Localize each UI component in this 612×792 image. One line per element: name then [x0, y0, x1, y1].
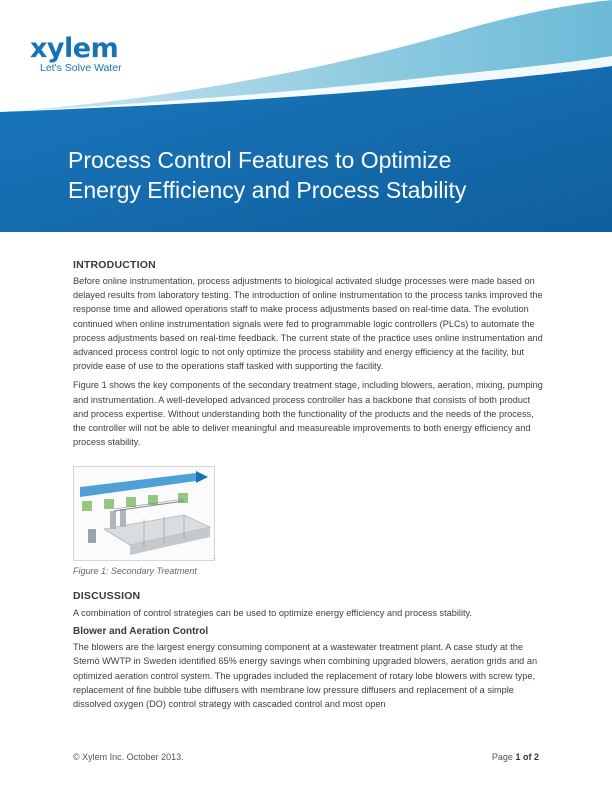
page-word: Page — [491, 752, 513, 762]
introduction-heading: INTRODUCTION — [73, 259, 156, 271]
treatment-diagram-image — [74, 467, 214, 560]
logo-tagline: Let's Solve Water — [40, 62, 122, 74]
logo-wordmark: xylem — [30, 33, 119, 64]
introduction-paragraph-1: Before online instrumentation, process adjustments to biological activated sludge processes were made based on delayed results from laboratory testing. The introduction of online instrumentation to the process tanks improved the response time and allowed operations staff to make process adjustments based on real-time data. The evolution continued when online instrumentation signals were fed to programmable logic controllers (PLCs) to automate the process adjustments based on real-time feedback. The current state of the practice uses online instrumentation and advanced process control logic to not only optimize the process stability and energy efficiency at the facility, but provide ease of use to the operations staff tasked with supporting the facility. — [73, 276, 543, 372]
page-title — [68, 145, 588, 205]
footer-copyright: © Xylem Inc. October 2013. — [73, 752, 184, 762]
introduction-paragraph-2: Figure 1 shows the key components of the secondary treatment stage, including blowers, aeration, mixing, pumping and instrumentation. A well-developed advanced process controller has a backbone that consists of both product and process expertise. Without understanding both the functionality of the products and the needs of the process, the controller will not be able to deliver meaningful and measureable improvements to both energy efficiency and process stability. — [73, 380, 543, 448]
page-total: 2 — [533, 752, 539, 762]
blower-aeration-paragraph: The blowers are the largest energy consuming component at a wastewater treatment plant. A case study at the Stemö WWTP in Sweden identified 65% energy savings when combining upgraded blowers, aeration grids and an optimized aeration control system. The upgrades included the replacement of rotary lobe blowers with screw type, replacement of fine bubble tube diffusers with membrane low pressure diffusers and replacement of a simple dissolved oxygen (DO) control strategy with cascaded control and most open — [73, 642, 538, 710]
title-line-2: Energy Efficiency and Process Stability — [68, 177, 467, 203]
xylem-logo — [30, 34, 122, 74]
page-of: of — [522, 752, 532, 762]
title-line-1: Process Control Features to Optimize — [68, 147, 452, 173]
page-number — [492, 752, 539, 762]
main-content — [73, 258, 543, 449]
discussion-heading: DISCUSSION — [73, 590, 141, 602]
figure-caption: Figure 1: Secondary Treatment — [73, 566, 197, 576]
header-banner — [0, 0, 612, 240]
page-current: 1 — [515, 752, 521, 762]
discussion-paragraph: A combination of control strategies can be used to optimize energy efficiency and process stability. — [73, 608, 473, 618]
blower-aeration-subheading: Blower and Aeration Control — [73, 626, 209, 638]
secondary-treatment-figure — [73, 466, 215, 561]
figure-trailing-mark: . — [213, 552, 216, 561]
discussion-section — [73, 589, 543, 711]
